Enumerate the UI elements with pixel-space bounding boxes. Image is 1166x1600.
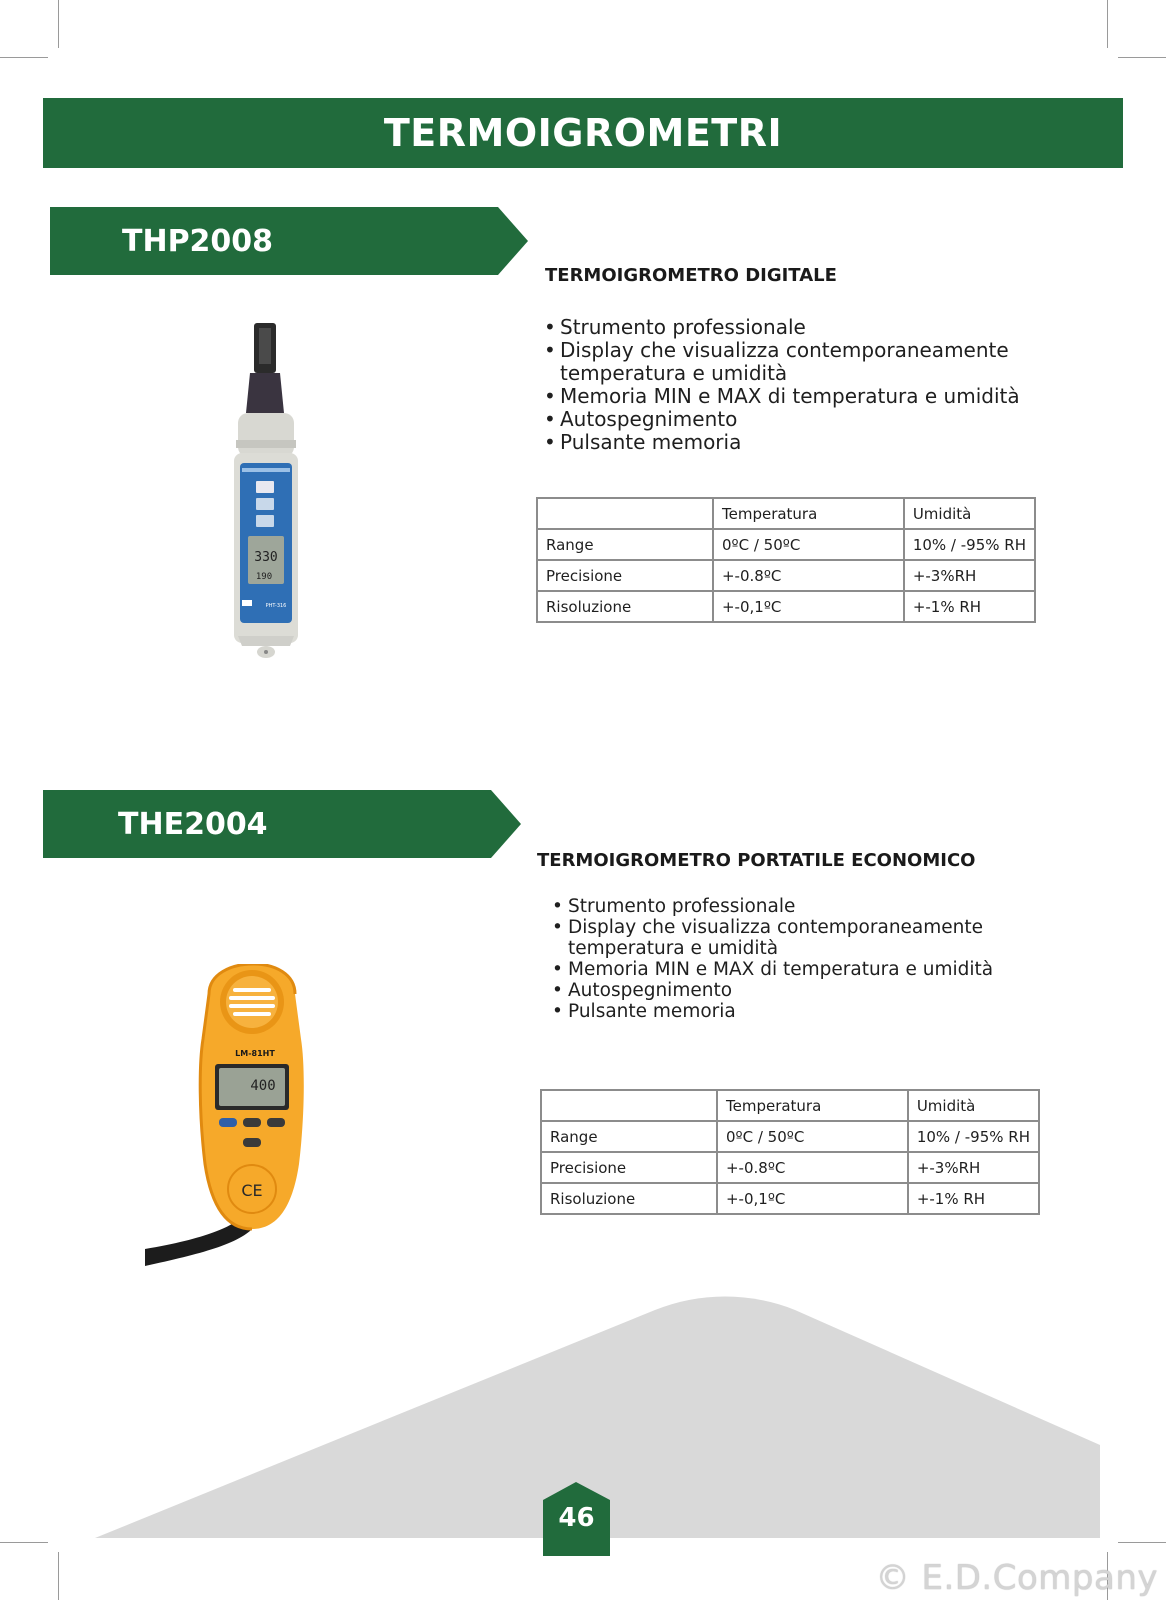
- product-code: THP2008: [122, 223, 274, 259]
- table-header-cell: Umidità: [908, 1090, 1039, 1121]
- device-screen-value: 190: [255, 572, 273, 582]
- table-header-cell: Temperatura: [713, 498, 904, 529]
- table-cell: 10% / -95% RH: [908, 1121, 1039, 1152]
- table-cell: +-3%RH: [908, 1152, 1039, 1183]
- table-cell: +-0,1ºC: [717, 1183, 908, 1214]
- feature-item: • Autospegnimento: [552, 980, 1032, 1001]
- watermark: © E.D.Company: [875, 1558, 1158, 1598]
- table-cell: 0ºC / 50ºC: [717, 1121, 908, 1152]
- product-subtitle: TERMOIGROMETRO PORTATILE ECONOMICO: [537, 850, 976, 871]
- feature-item: • Display che visualizza contemporaneamente temperatura e umidità: [544, 339, 1064, 385]
- product-subtitle: TERMOIGROMETRO DIGITALE: [545, 265, 837, 286]
- feature-item: • Pulsante memoria: [552, 1001, 1032, 1022]
- page-title: TERMOIGROMETRI: [383, 111, 783, 155]
- table-cell: 10% / -95% RH: [904, 529, 1035, 560]
- table-header-cell: Temperatura: [717, 1090, 908, 1121]
- product-code: THE2004: [118, 806, 268, 842]
- svg-text:CE: CE: [241, 1181, 263, 1200]
- table-cell-label: Precisione: [541, 1152, 717, 1183]
- device-screen-value: 400: [250, 1078, 276, 1094]
- table-cell: +-1% RH: [904, 591, 1035, 622]
- feature-item: • Pulsante memoria: [544, 431, 1064, 454]
- table-cell-label: Range: [537, 529, 713, 560]
- table-header-cell: Umidità: [904, 498, 1035, 529]
- feature-item: • Memoria MIN e MAX di temperatura e umidità: [552, 959, 1032, 980]
- table-cell-label: Precisione: [537, 560, 713, 591]
- table-cell: +-0,1ºC: [713, 591, 904, 622]
- feature-item: • Strumento professionale: [552, 896, 1032, 917]
- table-cell-label: Risoluzione: [541, 1183, 717, 1214]
- table-cell: +-0.8ºC: [717, 1152, 908, 1183]
- feature-item: • Strumento professionale: [544, 316, 1064, 339]
- table-cell-label: Range: [541, 1121, 717, 1152]
- feature-item: • Display che visualizza contemporaneamente temperatura e umidità: [552, 917, 1032, 959]
- table-cell: +-1% RH: [908, 1183, 1039, 1214]
- table-cell: +-0.8ºC: [713, 560, 904, 591]
- device-screen-value: 330: [254, 550, 278, 565]
- table-cell-label: Risoluzione: [537, 591, 713, 622]
- feature-item: • Memoria MIN e MAX di temperatura e umidità: [544, 385, 1064, 408]
- page-number: 46: [558, 1503, 595, 1533]
- device-model-label: PHT-316: [265, 603, 287, 609]
- table-cell: 0ºC / 50ºC: [713, 529, 904, 560]
- feature-item: • Autospegnimento: [544, 408, 1064, 431]
- table-cell: +-3%RH: [904, 560, 1035, 591]
- device-model-label: LM-81HT: [235, 1049, 275, 1058]
